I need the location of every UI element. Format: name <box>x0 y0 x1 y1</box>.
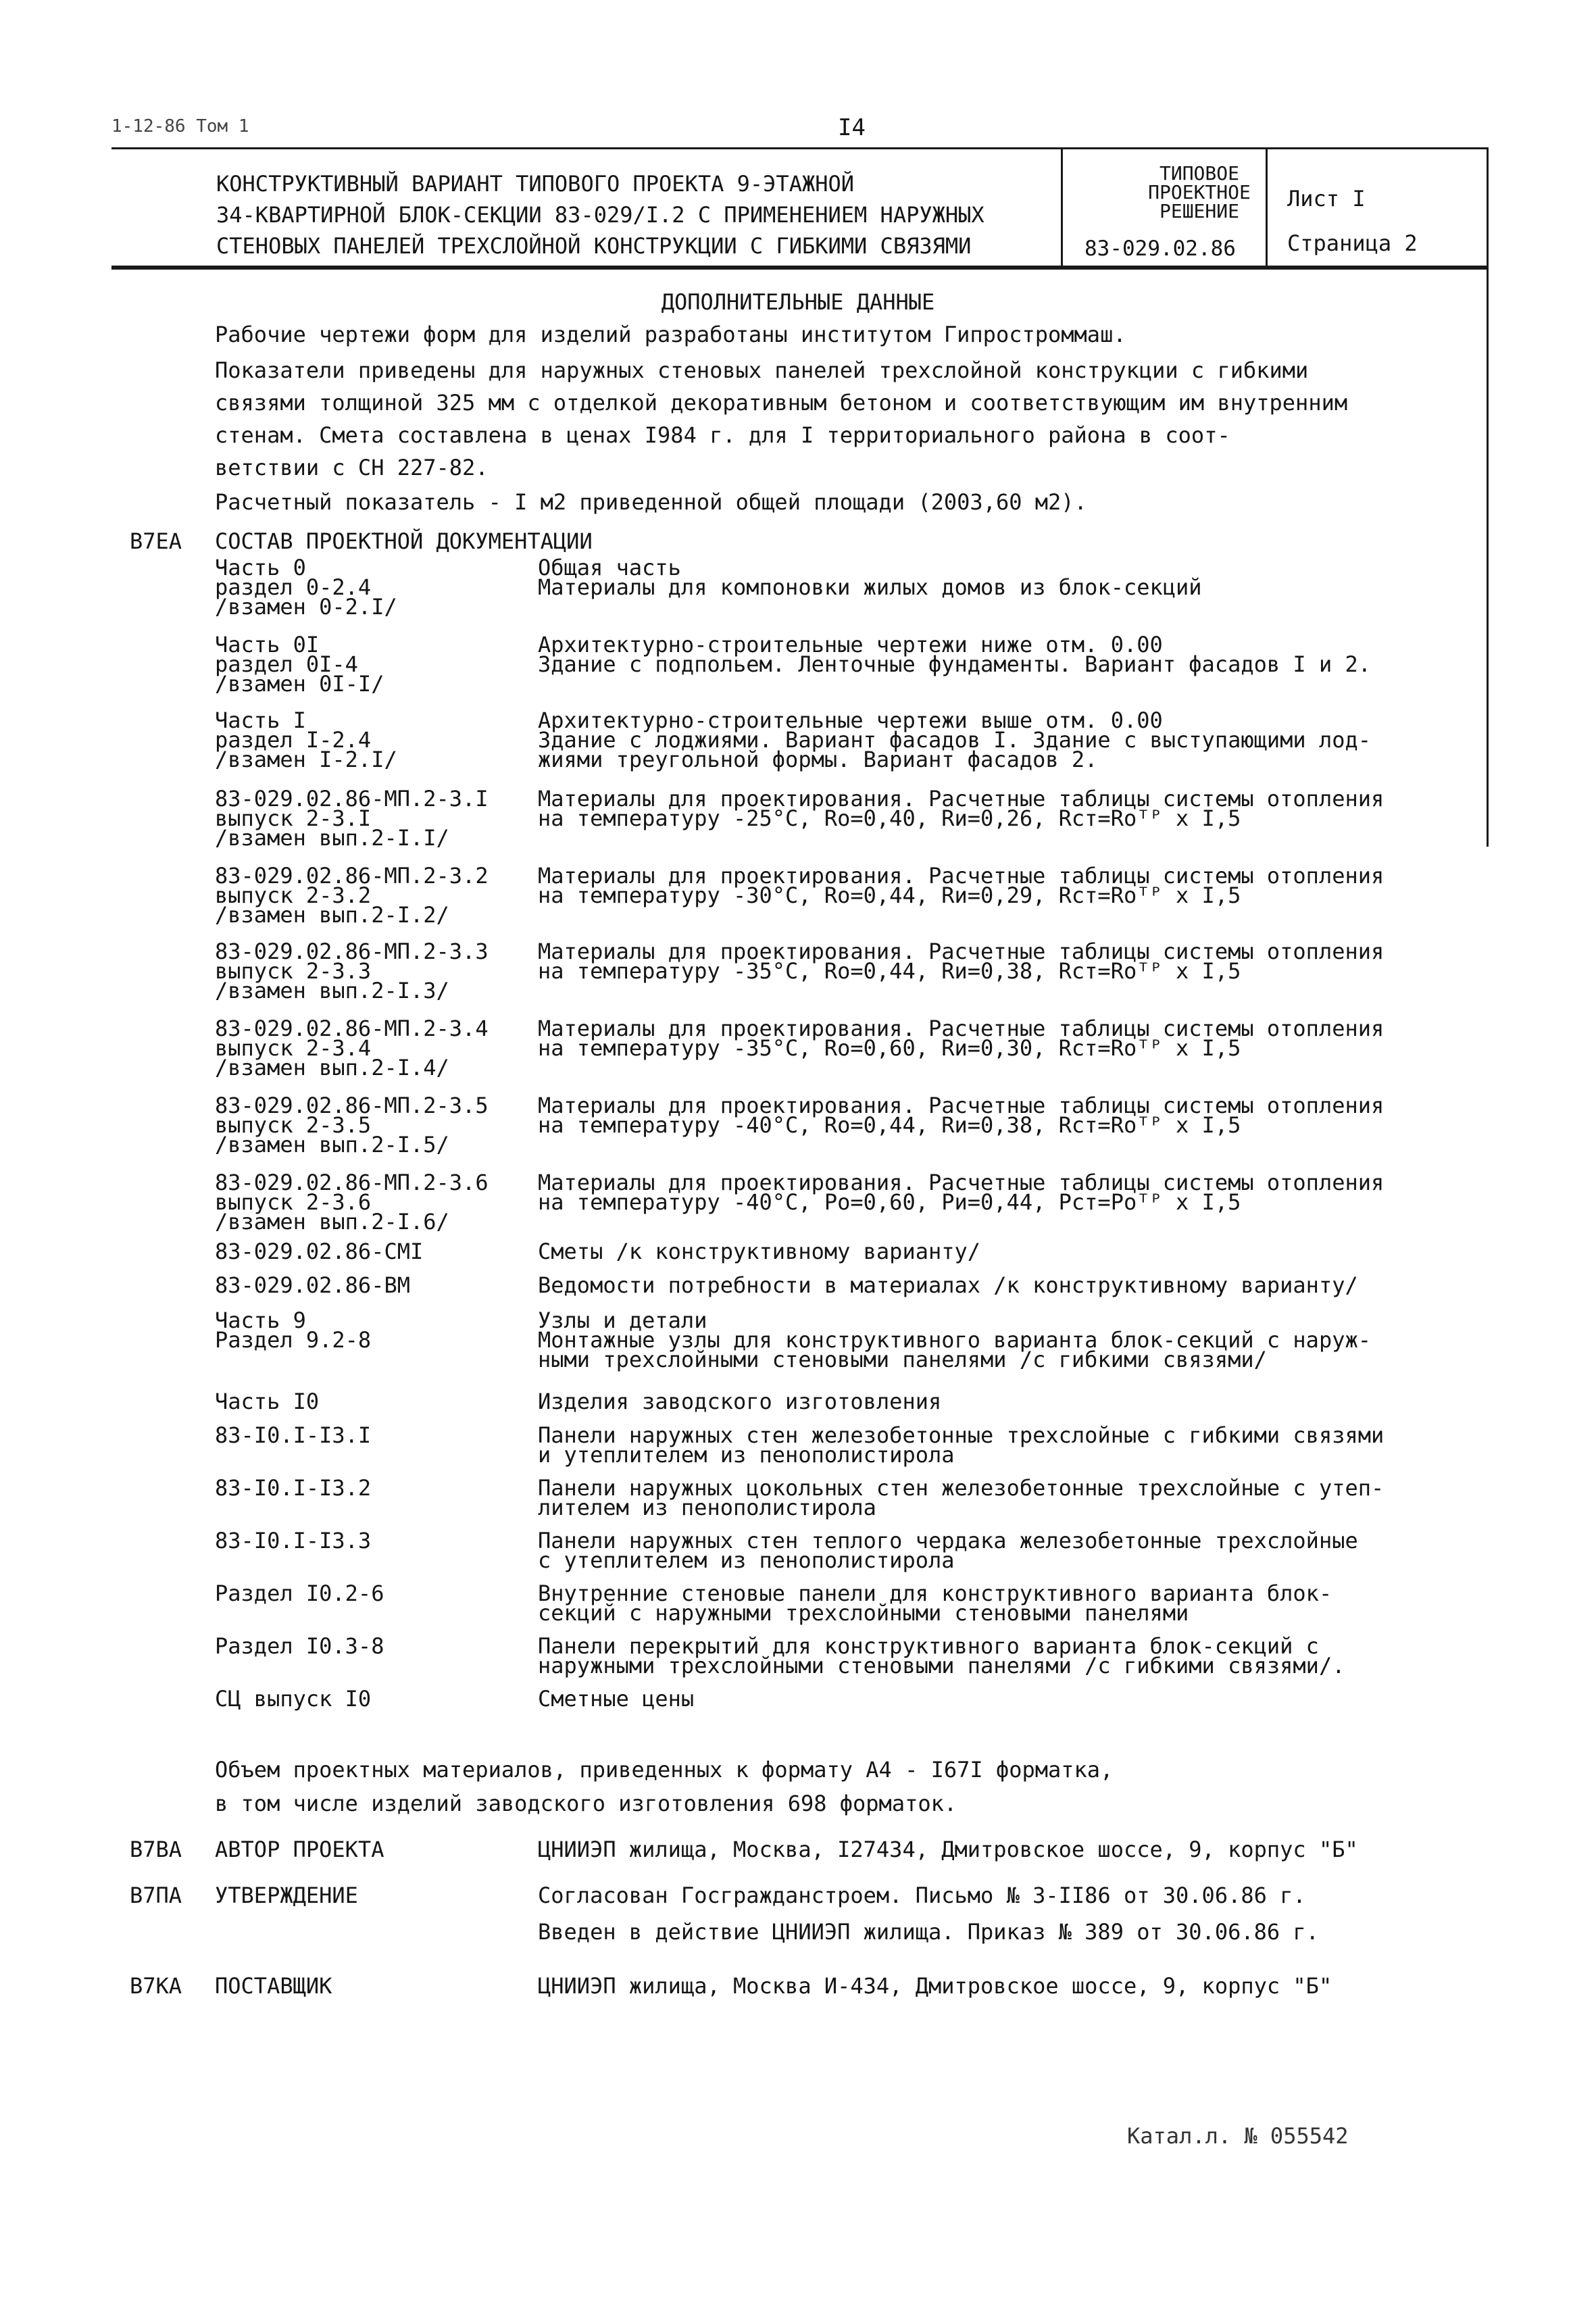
composition-row-description <box>538 1422 1385 1468</box>
description-line: Ведомости потребности в материалах /к конструктивному варианту/ <box>538 1272 1358 1298</box>
composition-code: В7ЕА <box>130 528 182 554</box>
designation-line: /взамен вып.2-I.5/ <box>215 1132 449 1158</box>
stamp-type-line: ПРОЕКТНОЕ <box>1148 181 1251 203</box>
designation-line: 83-029.02.86-МП.2-3.6 <box>215 1170 489 1195</box>
calc-indicator: Расчетный показатель - I м2 приведенной общей площади (2003,60 м2). <box>215 489 1087 515</box>
approval-line: Введен в действие ЦНИИЭП жилища. Приказ № 389 от 30.06.86 г. <box>538 1919 1319 1945</box>
composition-row-description <box>538 786 1385 831</box>
description-line: на температуру -35°С, Rо=0,44, Rи=0,38, Rст=Rоᵀᴾ х I,5 <box>538 958 1241 984</box>
description-line: Здание с подпольем. Ленточные фундаменты. Вариант фасадов I и 2. <box>538 651 1371 677</box>
description-line: Панели наружных стен теплого чердака железобетонные трехслойные <box>538 1528 1358 1553</box>
composition-row-description <box>538 1308 1371 1372</box>
description-line: Материалы для проектирования. Расчетные таблицы системы отопления <box>538 1016 1385 1041</box>
description-line: Материалы для проектирования. Расчетные таблицы системы отопления <box>538 863 1385 889</box>
composition-row-description <box>538 863 1385 908</box>
description-line: Архитектурно-строительные чертежи выше отм. 0.00 <box>538 707 1163 733</box>
composition-row-designation <box>215 1633 384 1659</box>
designation-line: /взамен вып.2-I.3/ <box>215 978 449 1003</box>
designation-line: /взамен 0-2.I/ <box>215 594 397 620</box>
designation-line: выпуск 2-3.5 <box>215 1112 372 1138</box>
designation-line: Часть I0 <box>215 1389 320 1414</box>
approval-label: УТВЕРЖДЕНИЕ <box>215 1883 358 1908</box>
stamp-type-line: ТИПОВОЕ <box>1159 162 1239 184</box>
designation-line: Раздел I0.3-8 <box>215 1633 384 1659</box>
frame-line <box>111 268 1489 270</box>
paragraph-line: стенам. Смета составлена в ценах I984 г. для I территориального района в соот- <box>215 422 1230 448</box>
designation-line: /взамен I-2.I/ <box>215 747 397 772</box>
description-line: Материалы для проектирования. Расчетные таблицы системы отопления <box>538 786 1385 812</box>
description-line: Материалы для проектирования. Расчетные таблицы системы отопления <box>538 1093 1385 1118</box>
description-line: Здание с лоджиями. Вариант фасадов I. Здание с выступающими лод- <box>538 727 1371 753</box>
designation-line: 83-I0.I-I3.2 <box>215 1475 372 1501</box>
composition-title: СОСТАВ ПРОЕКТНОЙ ДОКУМЕНТАЦИИ <box>215 528 593 554</box>
designation-line: 83-029.02.86-МП.2-3.3 <box>215 939 489 964</box>
designation-line: Раздел I0.2-6 <box>215 1580 384 1606</box>
description-line: Материалы для проектирования. Расчетные таблицы системы отопления <box>538 939 1385 964</box>
stamp-sheet-info <box>1287 176 1418 266</box>
paragraph-line: ветствии с СН 227-82. <box>215 455 489 480</box>
description-line: Монтажные узлы для конструктивного варианта блок-секций с наруж- <box>538 1327 1371 1353</box>
stamp-title-line: СТЕНОВЫХ ПАНЕЛЕЙ ТРЕХСЛОЙНОЙ КОНСТРУКЦИИ С ГИБКИМИ СВЯЗЯМИ <box>216 233 972 259</box>
additional-paragraph <box>215 354 1472 484</box>
description-line: лителем из пенополистирола <box>538 1495 876 1520</box>
designation-line: Часть 9 <box>215 1308 306 1333</box>
composition-row-description <box>538 939 1385 984</box>
designation-line: раздел 0-2.4 <box>215 574 372 600</box>
description-line: Сметные цены <box>538 1686 695 1712</box>
designation-line: /взамен 0I-I/ <box>215 671 384 697</box>
designation-line: Часть 0 <box>215 555 306 580</box>
description-line: на температуру -40°С, Ро=0,60, Ри=0,44, Рст=Роᵀᴾ х I,5 <box>538 1189 1241 1215</box>
description-line: Узлы и детали <box>538 1308 707 1333</box>
composition-row-designation <box>215 632 384 697</box>
description-line: с утеплителем из пенополистирола <box>538 1547 955 1573</box>
paragraph-line: связями толщиной 325 мм с отделкой декоративным бетоном и соответствующим им внутренним <box>215 390 1348 416</box>
designation-line: /взамен вып.2-I.2/ <box>215 902 449 928</box>
author-code: В7ВА <box>130 1837 182 1862</box>
designation-line: выпуск 2-3.2 <box>215 882 372 908</box>
description-line: ными трехслойными стеновыми панелями /с гибкими связями/ <box>538 1347 1267 1372</box>
composition-row-description <box>538 1093 1385 1138</box>
catalog-number: Катал.л. № 055542 <box>1127 2123 1349 2149</box>
composition-row-description <box>538 1528 1358 1573</box>
volume-line: в том числе изделий заводского изготовления 698 форматок. <box>215 1791 957 1816</box>
designation-line: 83-029.02.86-МП.2-3.I <box>215 786 489 812</box>
designation-line: 83-029.02.86-МП.2-3.4 <box>215 1016 489 1041</box>
page-number: I4 <box>838 114 866 141</box>
designation-line: Часть I <box>215 707 306 733</box>
description-line: секций с наружными трехслойными стеновыми панелями <box>538 1600 1189 1626</box>
composition-row-designation <box>215 863 489 928</box>
description-line: Внутренние стеновые панели для конструктивного варианта блок- <box>538 1580 1332 1606</box>
designation-line: Часть 0I <box>215 632 320 657</box>
description-line: на температуру -40°С, Rо=0,44, Rи=0,38, Rст=Rоᵀᴾ х I,5 <box>538 1112 1241 1138</box>
designation-line: 83-029.02.86-ВМ <box>215 1272 410 1298</box>
composition-row-designation <box>215 1528 372 1553</box>
composition-row-designation <box>215 786 489 851</box>
description-line: Общая часть <box>538 555 681 580</box>
composition-row-description <box>538 1272 1358 1298</box>
composition-row-description <box>538 1580 1332 1626</box>
description-line: наружными трехслойными стеновыми панелями /с гибкими связями/. <box>538 1653 1345 1678</box>
designation-line: выпуск 2-3.3 <box>215 958 372 984</box>
description-line: Изделия заводского изготовления <box>538 1389 942 1414</box>
composition-row-designation <box>215 1170 489 1235</box>
designation-line: выпуск 2-3.6 <box>215 1189 372 1215</box>
description-line: Сметы /к конструктивному варианту/ <box>538 1239 981 1264</box>
author-label: АВТОР ПРОЕКТА <box>215 1837 384 1862</box>
stamp-title <box>216 168 984 262</box>
designation-line: 83-029.02.86-МП.2-3.5 <box>215 1093 489 1118</box>
description-line: на температуру -30°С, Rо=0,44, Rи=0,29, Rст=Rоᵀᴾ х I,5 <box>538 882 1241 908</box>
description-line: Панели наружных стен железобетонные трехслойные с гибкими связями <box>538 1422 1385 1448</box>
composition-row-description <box>538 1633 1345 1678</box>
designation-line: СЦ выпуск I0 <box>215 1686 372 1712</box>
composition-row-description <box>538 1389 942 1414</box>
composition-row-designation <box>215 1422 372 1448</box>
description-line: Архитектурно-строительные чертежи ниже отм. 0.00 <box>538 632 1163 657</box>
designation-line: Раздел 9.2-8 <box>215 1327 372 1353</box>
composition-row-description <box>538 1016 1385 1061</box>
additional-line: Рабочие чертежи форм для изделий разработаны институтом Гипростроммаш. <box>215 322 1126 347</box>
composition-row-designation <box>215 1239 424 1264</box>
description-line: на температуру -25°С, Rо=0,40, Rи=0,26, Rст=Rоᵀᴾ х I,5 <box>538 805 1241 831</box>
designation-line: раздел I-2.4 <box>215 727 372 753</box>
composition-row-designation <box>215 1686 372 1712</box>
composition-row-designation <box>215 1093 489 1158</box>
stamp-title-line: 34-КВАРТИРНОЙ БЛОК-СЕКЦИИ 83-029/I.2 С ПРИМЕНЕНИЕМ НАРУЖНЫХ <box>216 202 984 228</box>
supplier-value: ЦНИИЭП жилища, Москва И-434, Дмитровское шоссе, 9, корпус "Б" <box>538 1973 1332 1999</box>
description-line: Панели перекрытий для конструктивного варианта блок-секций с <box>538 1633 1319 1659</box>
composition-row-designation <box>215 939 489 1003</box>
designation-line: 83-029.02.86-СМI <box>215 1239 424 1264</box>
composition-row-designation <box>215 1308 372 1353</box>
description-line: Материалы для компоновки жилых домов из блок-секций <box>538 574 1202 600</box>
composition-row-designation <box>215 555 397 620</box>
stamp-title-line: КОНСТРУКТИВНЫЙ ВАРИАНТ ТИПОВОГО ПРОЕКТА 9-ЭТАЖНОЙ <box>216 171 855 197</box>
description-line: жиями треугольной формы. Вариант фасадов 2. <box>538 747 1098 772</box>
description-line: на температуру -35°С, Rо=0,60, Rи=0,30, Rст=Rоᵀᴾ х I,5 <box>538 1035 1241 1061</box>
designation-line: 83-I0.I-I3.3 <box>215 1528 372 1553</box>
supplier-label: ПОСТАВЩИК <box>215 1973 332 1999</box>
title-stamp <box>111 147 1489 268</box>
designation-line: выпуск 2-3.4 <box>215 1035 372 1061</box>
designation-line: 83-I0.I-I3.I <box>215 1422 372 1448</box>
composition-row-description <box>538 632 1371 677</box>
composition-row-designation <box>215 1016 489 1080</box>
stamp-page: Страница 2 <box>1287 230 1418 256</box>
composition-row-designation <box>215 1272 410 1298</box>
description-line: Панели наружных цокольных стен железобетонные трехслойные с утеп- <box>538 1475 1385 1501</box>
composition-row-designation <box>215 1475 372 1501</box>
composition-row-description <box>538 1475 1385 1520</box>
composition-row-description <box>538 707 1371 772</box>
frame-line-right <box>1487 147 1489 847</box>
composition-row-designation <box>215 707 397 772</box>
approval-line: Согласован Госгражданстроем. Письмо № 3-II86 от 30.06.86 г. <box>538 1883 1306 1908</box>
designation-line: раздел 0I-4 <box>215 651 358 677</box>
composition-row-description <box>538 1170 1385 1215</box>
description-line: Материалы для проектирования. Расчетные таблицы системы отопления <box>538 1170 1385 1195</box>
stamp-code: 83-029.02.86 <box>1084 237 1236 261</box>
stamp-type-line: РЕШЕНИЕ <box>1159 200 1239 222</box>
composition-row-description <box>538 1686 695 1712</box>
paragraph-line: Показатели приведены для наружных стеновых панелей трехслойной конструкции с гибкими <box>215 357 1309 383</box>
additional-data-title: ДОПОЛНИТЕЛЬНЫЕ ДАННЫЕ <box>661 289 935 315</box>
stamp-divider <box>1266 149 1268 266</box>
volume-line: Объем проектных материалов, приведенных к формату А4 - I67I форматка, <box>215 1757 1114 1783</box>
corner-reference: 1-12-86 Том 1 <box>111 116 249 136</box>
stamp-sheet: Лист I <box>1287 186 1366 211</box>
supplier-code: В7КА <box>130 1973 182 1999</box>
composition-row-designation <box>215 1389 320 1414</box>
designation-line: 83-029.02.86-МП.2-3.2 <box>215 863 489 889</box>
approval-code: В7ПА <box>130 1883 182 1908</box>
designation-line: /взамен вып.2-I.4/ <box>215 1055 449 1080</box>
author-value: ЦНИИЭП жилища, Москва, I27434, Дмитровское шоссе, 9, корпус "Б" <box>538 1837 1358 1862</box>
designation-line: выпуск 2-3.I <box>215 805 372 831</box>
description-line: и утеплителем из пенополистирола <box>538 1442 955 1468</box>
composition-row-description <box>538 555 1202 600</box>
designation-line: /взамен вып.2-I.I/ <box>215 825 449 851</box>
designation-line: /взамен вып.2-I.6/ <box>215 1209 449 1235</box>
composition-row-description <box>538 1239 981 1264</box>
composition-row-designation <box>215 1580 384 1606</box>
